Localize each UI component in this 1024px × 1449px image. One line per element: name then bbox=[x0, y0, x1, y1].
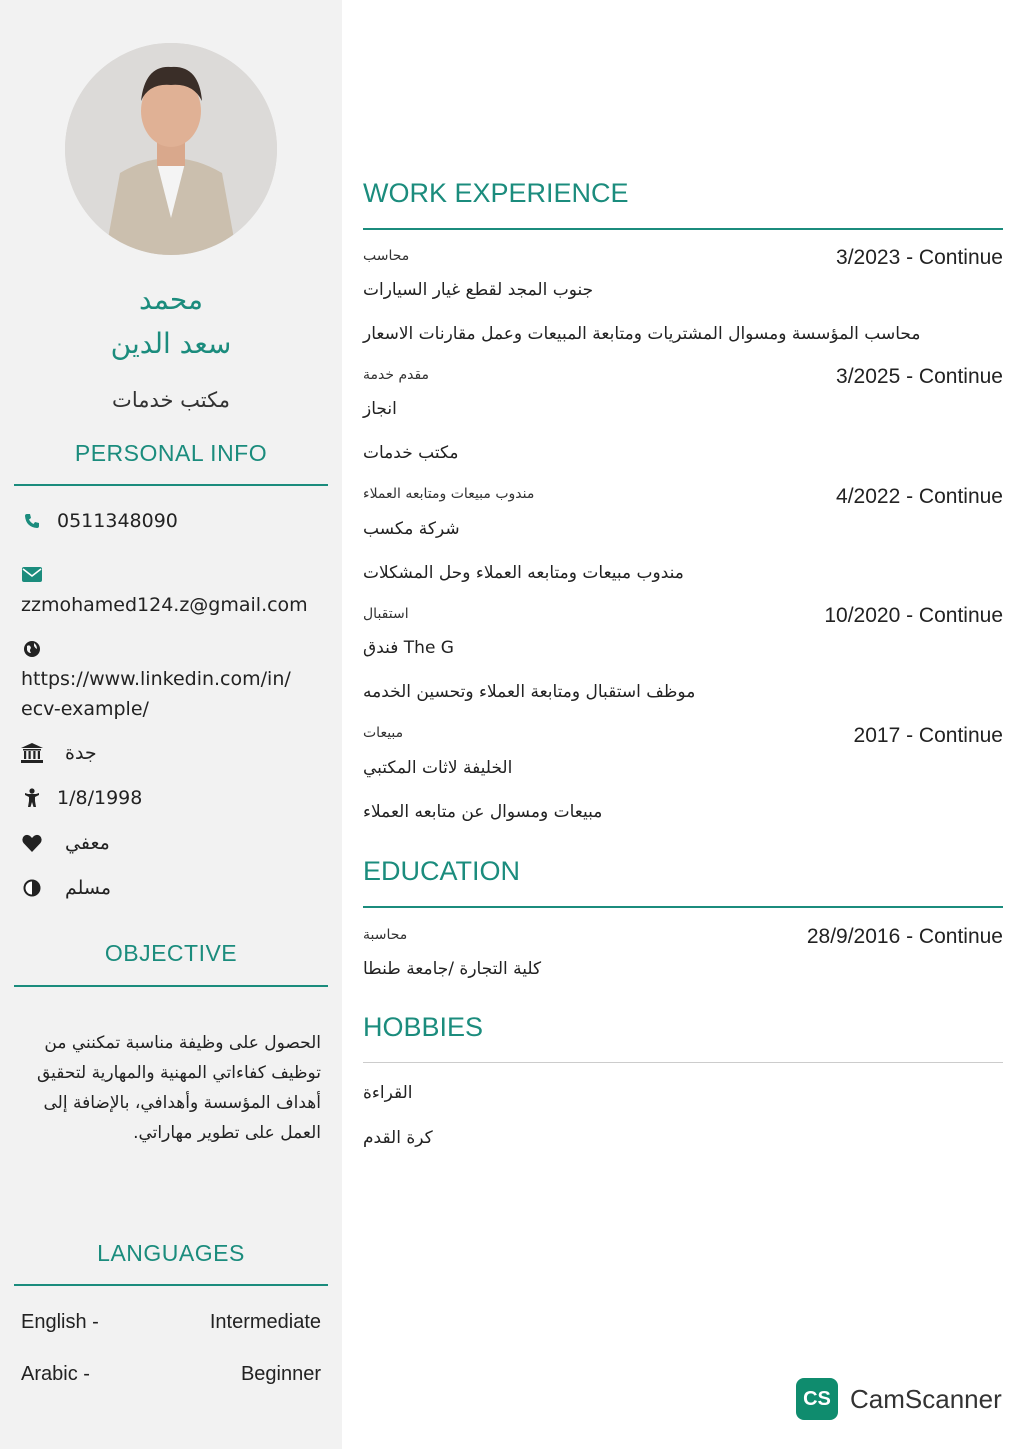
email-icon-row bbox=[21, 563, 57, 585]
religion-row bbox=[21, 877, 111, 899]
job-date: 2017 - Continue bbox=[853, 724, 1003, 747]
personal-info-divider bbox=[14, 484, 328, 486]
job-date: 4/2022 - Continue bbox=[836, 485, 1003, 508]
camscanner-logo: CS bbox=[796, 1378, 838, 1420]
birthdate-row bbox=[21, 787, 142, 809]
education-school: كلية التجارة /جامعة طنطا bbox=[363, 959, 542, 979]
languages-heading: LANGUAGES bbox=[97, 1240, 245, 1266]
contrast-icon bbox=[21, 877, 43, 899]
language-name: English - bbox=[21, 1311, 99, 1333]
job-role: مندوب مبيعات ومتابعه العملاء bbox=[363, 486, 535, 502]
religion: مسلم bbox=[65, 877, 112, 899]
language-level: Intermediate bbox=[209, 1311, 321, 1333]
language-name: Arabic - bbox=[21, 1363, 90, 1385]
profile-photo-illustration bbox=[65, 43, 277, 255]
job-role: محاسب bbox=[363, 248, 410, 264]
job-description: مبيعات ومسوال عن متابعه العملاء bbox=[363, 802, 603, 822]
email-address[interactable]: zzmohamed124.z@gmail.com bbox=[21, 594, 308, 616]
job-role: مقدم خدمة bbox=[363, 367, 430, 383]
heart-icon bbox=[21, 832, 43, 854]
language-level: Beginner bbox=[240, 1363, 321, 1385]
job-company: جنوب المجد لقطع غيار السيارات bbox=[363, 280, 594, 300]
job-description: مندوب مبيعات ومتابعه العملاء وحل المشكلات bbox=[363, 563, 684, 583]
language-row bbox=[21, 1311, 321, 1334]
city-row bbox=[21, 742, 97, 764]
job-role: مبيعات bbox=[363, 725, 404, 741]
phone-icon bbox=[21, 510, 43, 532]
camscanner-brand: CamScanner bbox=[850, 1383, 1002, 1414]
job-company: فندق The G bbox=[363, 638, 454, 658]
work-experience-heading: WORK EXPERIENCE bbox=[363, 178, 629, 208]
hobby-item: كرة القدم bbox=[363, 1128, 433, 1148]
camscanner-watermark bbox=[796, 1378, 1002, 1420]
job-description: محاسب المؤسسة ومسوال المشتريات ومتابعة المبيعات وعمل مقارنات الاسعار bbox=[363, 324, 921, 344]
envelope-icon bbox=[21, 563, 43, 585]
job-company: الخليفة لاثات المكتبي bbox=[363, 758, 513, 778]
last-name: سعد الدين bbox=[110, 327, 232, 360]
website-link-line1[interactable]: https://www.linkedin.com/in/ bbox=[21, 668, 291, 690]
job-date: 3/2025 - Continue bbox=[836, 365, 1003, 388]
military-row bbox=[21, 832, 110, 854]
hobbies-heading: HOBBIES bbox=[363, 1012, 484, 1042]
hobbies-divider bbox=[363, 1062, 1003, 1063]
phone-number[interactable]: 0511348090 bbox=[57, 510, 178, 532]
education-date: 28/9/2016 - Continue bbox=[806, 925, 1003, 948]
sidebar bbox=[0, 0, 342, 1449]
job-company: انجاز bbox=[363, 399, 397, 419]
education-heading: EDUCATION bbox=[363, 856, 521, 886]
child-icon bbox=[21, 787, 43, 809]
objective-divider bbox=[14, 985, 328, 987]
hobby-item: القراءة bbox=[363, 1083, 413, 1103]
job-role: استقبال bbox=[363, 606, 409, 622]
languages-divider bbox=[14, 1284, 328, 1286]
education-divider bbox=[363, 906, 1003, 908]
website-link-line2[interactable]: ecv-example/ bbox=[21, 698, 149, 720]
objective-heading: OBJECTIVE bbox=[104, 940, 238, 966]
bank-icon bbox=[21, 742, 43, 764]
military-status: معفي bbox=[65, 832, 110, 854]
globe-icon bbox=[21, 638, 43, 660]
personal-info-heading: PERSONAL INFO bbox=[74, 440, 268, 466]
job-description: موظف استقبال ومتابعة العملاء وتحسين الخدمه bbox=[363, 682, 696, 702]
job-title: مكتب خدمات bbox=[112, 388, 230, 412]
job-date: 10/2020 - Continue bbox=[824, 604, 1003, 627]
website-icon-row bbox=[21, 638, 57, 660]
objective-text: الحصول على وظيفة مناسبة تمكنني من توظيف كفاءاتي المهنية والمهارية لتحقيق أهداف المؤسسة وأهدافي، بالإضافة إلى العمل على تطوير مهاراتي. bbox=[36, 1033, 321, 1143]
job-company: شركة مكسب bbox=[363, 519, 460, 539]
education-degree: محاسبة bbox=[363, 927, 408, 943]
birthdate: 1/8/1998 bbox=[57, 787, 143, 809]
job-description: مكتب خدمات bbox=[363, 443, 459, 463]
language-row bbox=[21, 1363, 321, 1386]
city: جدة bbox=[65, 742, 97, 764]
phone-row bbox=[21, 510, 178, 532]
first-name: محمد bbox=[139, 283, 203, 316]
profile-photo bbox=[65, 43, 277, 255]
work-experience-divider bbox=[363, 228, 1003, 230]
job-date: 3/2023 - Continue bbox=[836, 246, 1003, 269]
